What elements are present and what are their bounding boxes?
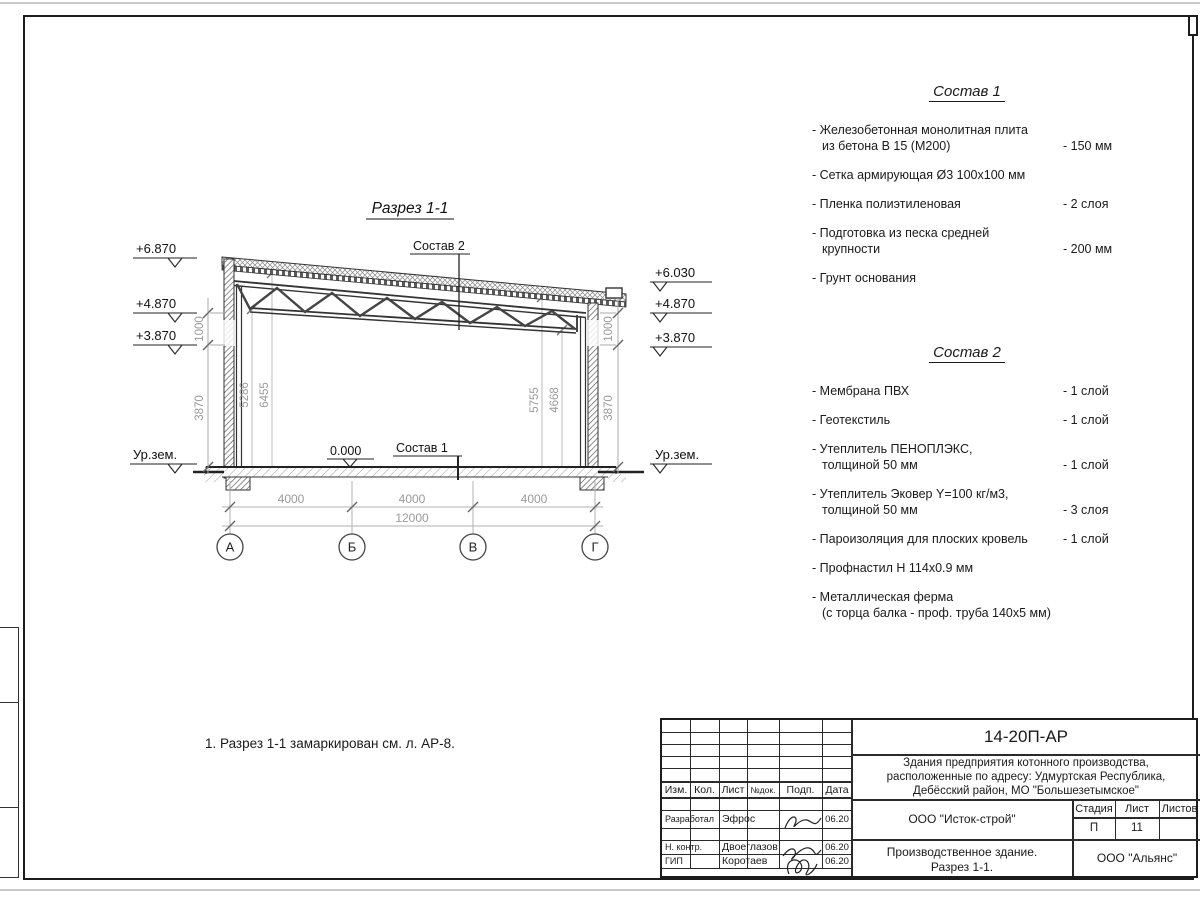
tb-col-list: Лист xyxy=(721,783,745,796)
elevation-marks-left xyxy=(130,241,197,473)
tb-sheet-label: Лист xyxy=(1125,802,1149,815)
right-wall-break xyxy=(587,320,599,346)
section-title-text: Разрез 1-1 xyxy=(371,200,449,217)
tb-name-2: Двоеглазов xyxy=(722,841,778,853)
floor-slab xyxy=(206,467,616,477)
tb-organization: ООО "Исток-строй" xyxy=(908,812,1016,826)
spec2-item-2: - Геотекстиль - 1 слой xyxy=(812,413,1109,427)
zero-level-mark xyxy=(327,444,374,467)
svg-text:Состав 1: Состав 1 xyxy=(396,441,448,455)
svg-text:5286: 5286 xyxy=(239,382,251,408)
tb-col-podp: Подп. xyxy=(786,783,815,796)
spec2-item-6: - Профнастил Н 114х0.9 мм xyxy=(812,561,974,575)
svg-text:4000: 4000 xyxy=(520,492,548,506)
spec-list-1 xyxy=(812,84,1152,299)
columns xyxy=(237,284,586,467)
tb-col-data: Дата xyxy=(825,783,849,796)
tb-stage-label: Стадия xyxy=(1075,802,1113,815)
elev-right-ground xyxy=(650,447,712,473)
elev-left-3870 xyxy=(133,328,197,354)
ground-hatch-left xyxy=(204,474,222,482)
svg-text:+3.870: +3.870 xyxy=(136,328,177,343)
svg-text:4668: 4668 xyxy=(549,387,561,413)
section-title xyxy=(366,200,454,219)
elev-right-3870 xyxy=(650,330,712,356)
elev-left-4870 xyxy=(133,296,197,322)
tb-col-kol: Кол. xyxy=(694,783,715,796)
spec2-item-1: - Мембрана ПВХ - 1 слой xyxy=(812,384,1109,398)
svg-text:В: В xyxy=(468,539,478,555)
spec2-title: Состав 2 xyxy=(812,345,1122,361)
left-wall xyxy=(224,259,234,478)
tb-col-ndok: №док. xyxy=(750,784,776,795)
elev-right-6030 xyxy=(650,265,712,291)
svg-text:Б: Б xyxy=(347,539,357,555)
spec1-item-5: - Грунт основания xyxy=(812,271,917,285)
tb-stage-value: П xyxy=(1089,822,1099,834)
tb-name-3: Коротаев xyxy=(722,855,768,867)
svg-text:4000: 4000 xyxy=(277,492,305,506)
svg-text:+6.030: +6.030 xyxy=(655,265,696,280)
svg-text:А: А xyxy=(225,539,235,555)
svg-text:1000: 1000 xyxy=(603,316,615,342)
inner-dim-lines xyxy=(252,273,562,468)
spec1-item-1: - Железобетонная монолитная плита из бетона В 15 (М200) - 150 мм xyxy=(812,123,1113,153)
svg-text:+6.870: +6.870 xyxy=(136,241,177,256)
svg-text:6455: 6455 xyxy=(259,382,271,408)
spec2-item-7: - Металлическая ферма (с торца балка - проф. труба 140х5 мм) xyxy=(812,590,1051,620)
tb-role-2: Н. контр. xyxy=(665,842,703,852)
tb-project-name: Здания предприятия котонного производства, расположенные по адресу: Удмуртская Республика, Дебёсский район, МО "Большезетымское" xyxy=(886,757,1166,797)
roof-insulation-layer xyxy=(222,257,626,302)
spec1-item-2: - Сетка армирующая Ø3 100х100 мм xyxy=(812,168,1026,182)
building-section xyxy=(193,257,644,490)
signatures xyxy=(779,808,825,878)
bottom-dimensions xyxy=(217,481,608,560)
vdims-left xyxy=(194,298,225,474)
svg-text:3870: 3870 xyxy=(194,395,206,421)
axis-bubbles xyxy=(217,534,608,560)
right-footing xyxy=(580,477,604,490)
tb-sheets-label: Листов xyxy=(1161,802,1198,815)
elevation-marks-right xyxy=(650,265,712,473)
tb-contractor: ООО "Альянс" xyxy=(1096,850,1178,865)
tb-date-1: 06.20 xyxy=(825,813,849,825)
svg-text:3870: 3870 xyxy=(603,395,615,421)
tb-doc-number: 14-20П-АР xyxy=(983,727,1069,746)
spec1-item-3: - Пленка полиэтиленовая - 2 слоя xyxy=(812,197,1109,211)
tb-object-name: Производственное здание. Разрез 1-1. xyxy=(886,845,1038,874)
tb-role-1: Разработал xyxy=(665,814,714,824)
ground-hatch-right xyxy=(608,474,626,482)
spec-list-2 xyxy=(812,345,1152,634)
spec1-item-4: - Подготовка из песка средней крупности - 200 мм xyxy=(812,226,1113,256)
spec2-item-3: - Утеплитель ПЕНОПЛЭКС, толщиной 50 мм - 1 слой xyxy=(812,442,1109,472)
tb-sheet-value: 11 xyxy=(1131,822,1143,834)
left-wall-break xyxy=(223,320,235,346)
roof-end-beam xyxy=(606,288,622,298)
elev-left-ground xyxy=(130,447,197,473)
svg-text:0.000: 0.000 xyxy=(330,444,362,458)
tb-name-1: Эфрос xyxy=(722,813,756,825)
tb-date-3: 06.20 xyxy=(825,855,849,867)
svg-text:+4.870: +4.870 xyxy=(136,296,177,311)
spec2-item-5: - Пароизоляция для плоских кровель - 1 слой xyxy=(812,532,1109,546)
tb-role-3: ГИП xyxy=(665,856,683,866)
title-block xyxy=(660,718,1198,878)
spec1-title: Состав 1 xyxy=(812,84,1122,100)
svg-text:4000: 4000 xyxy=(398,492,426,506)
svg-text:Состав 2: Состав 2 xyxy=(413,239,465,253)
tb-col-izm: Изм. xyxy=(664,783,688,796)
svg-text:+4.870: +4.870 xyxy=(655,296,696,311)
svg-text:1000: 1000 xyxy=(194,316,206,342)
spec2-item-4: - Утеплитель Эковер Y=100 кг/м3, толщиной 50 мм - 3 слоя xyxy=(812,487,1109,517)
svg-text:Г: Г xyxy=(591,539,599,555)
vdims-inner-labels xyxy=(239,382,561,413)
elev-left-6870 xyxy=(133,241,197,267)
elev-right-4870 xyxy=(650,296,712,322)
sheet-note: 1. Разрез 1-1 замаркирован см. л. АР-8. xyxy=(205,736,455,751)
svg-text:5755: 5755 xyxy=(529,387,541,413)
svg-text:Ур.зем.: Ур.зем. xyxy=(133,447,178,462)
svg-text:12000: 12000 xyxy=(395,511,429,525)
svg-text:+3.870: +3.870 xyxy=(655,330,696,345)
svg-text:Ур.зем.: Ур.зем. xyxy=(655,447,700,462)
vdims-right xyxy=(600,298,623,474)
tb-date-2: 06.20 xyxy=(825,841,849,853)
